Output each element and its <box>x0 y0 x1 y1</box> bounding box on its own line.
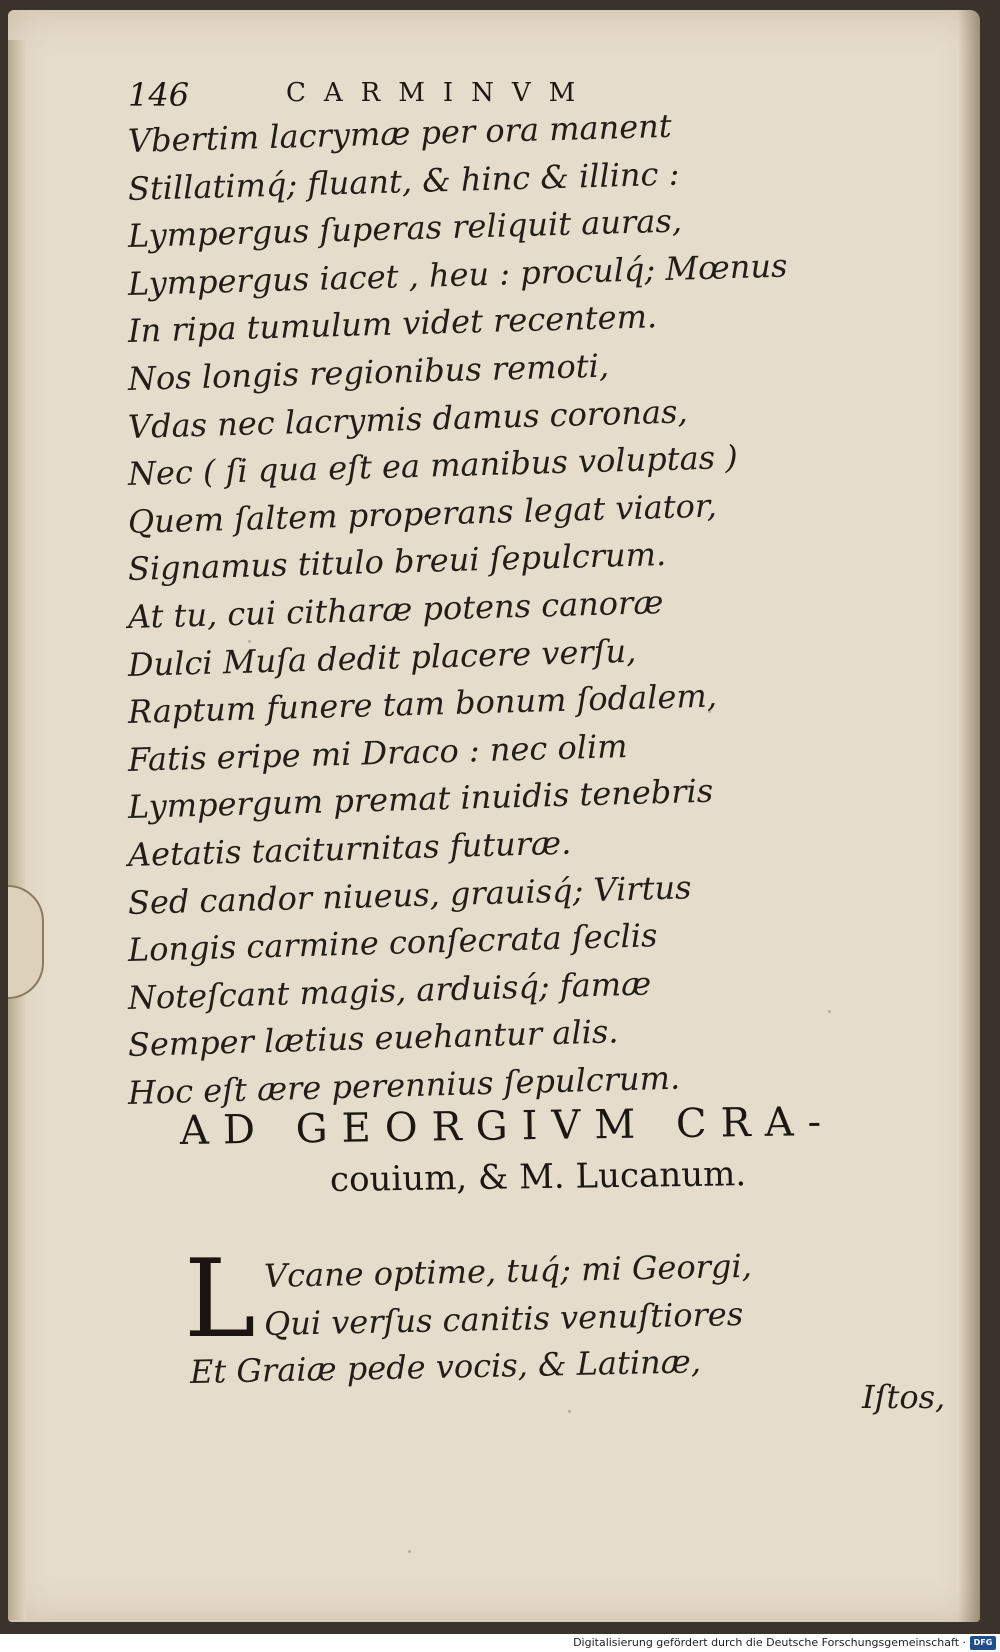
verse-line: Vbertim lacrymæ per ora manent <box>127 106 673 160</box>
paper-speck <box>828 1010 831 1013</box>
verse-line: Et Graiæ pede vocis, & Latinæ, <box>189 1342 702 1391</box>
funding-credit: Digitalisierung gefördert durch die Deutsche Forschungsgemeinschaft · <box>573 1636 966 1649</box>
verse-line: Dulci Muſa dedit placere verſu, <box>127 631 637 684</box>
paper-speck <box>568 1410 571 1413</box>
verse-line: Fatis eripe mi Draco : nec olim <box>127 726 628 779</box>
verse-line: Vcane optime, tuq́; mi Georgi, <box>263 1246 753 1295</box>
running-title: CARMINVM <box>286 78 594 108</box>
verse-line: Qui verſus canitis venuſtiores <box>263 1294 744 1343</box>
verse-line: At tu, cui citharæ potens canoræ <box>127 582 664 636</box>
verse-line: Nos longis regionibus remoti, <box>127 346 610 398</box>
verse-line: Sed candor niueus, grauisq́; Virtus <box>127 867 692 922</box>
section-heading-continuation: couium, & M. Lucanum. <box>329 1154 747 1200</box>
verse-line: Lympergus iacet , heu : proculq́; Mœnus <box>127 246 788 303</box>
verse-line: Signamus titulo breui ſepulcrum. <box>127 535 667 589</box>
verse-line: Noteſcant magis, arduisq́; famæ <box>127 964 652 1017</box>
verse-line: Vdas nec lacrymis damus coronas, <box>127 391 689 446</box>
page-number: 146 <box>128 76 190 114</box>
verse-line: In ripa tumulum videt recentem. <box>127 297 658 351</box>
verse-line: Quem ſaltem properans legat viator, <box>127 486 718 541</box>
verse-line: Lympergum premat inuidis tenebris <box>127 771 714 827</box>
page-left-edge <box>8 40 26 1620</box>
verse-line: Longis carmine conſecrata ſeclis <box>127 916 658 970</box>
verse-line: Stillatimq́; fluant, & hinc & illinc : <box>127 154 680 208</box>
verse-line: Nec ( ſi qua eſt ea manibus voluptas ) <box>127 438 739 494</box>
drop-cap: L <box>184 1237 256 1362</box>
verse-line: Hoc eſt ære perennius ſepulcrum. <box>127 1058 681 1112</box>
verse-line: Aetatis taciturnitas futuræ. <box>127 823 572 874</box>
verse-line: Semper lætius euehantur alis. <box>127 1012 619 1065</box>
paper-speck <box>408 1550 411 1553</box>
dfg-logo: DFG <box>970 1636 996 1650</box>
verse-line: Lympergus ſuperas reliquit auras, <box>127 201 683 256</box>
section-heading: AD GEORGIVM CRA- <box>179 1098 836 1154</box>
catchword: Iſtos, <box>862 1378 946 1416</box>
poem-verse <box>127 106 788 1117</box>
verse-line: Raptum funere tam bonum ſodalem, <box>127 676 718 732</box>
second-poem <box>189 1246 784 1396</box>
page-tab-marker <box>8 885 44 999</box>
